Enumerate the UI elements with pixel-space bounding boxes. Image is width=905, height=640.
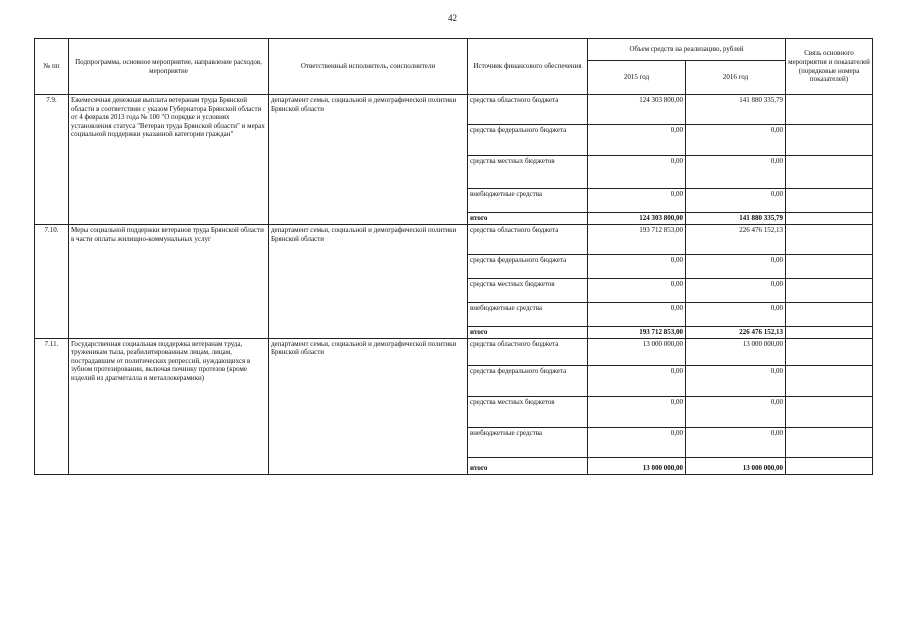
- amount-2015: 0,00: [588, 189, 686, 213]
- funding-source: итого: [468, 213, 588, 225]
- amount-2015: 0,00: [588, 427, 686, 457]
- amount-2016: 141 880 335,79: [686, 213, 786, 225]
- indicator-link: [786, 338, 873, 365]
- funding-source: внебюджетные средства: [468, 189, 588, 213]
- amount-2015: 0,00: [588, 303, 686, 327]
- amount-2016: 0,00: [686, 303, 786, 327]
- funding-source: средства федерального бюджета: [468, 255, 588, 279]
- amount-2016: 0,00: [686, 125, 786, 156]
- funding-source: средства федерального бюджета: [468, 125, 588, 156]
- amount-2015: 124 303 800,00: [588, 95, 686, 125]
- table-row: [35, 338, 873, 365]
- funding-source: средства областного бюджета: [468, 225, 588, 255]
- amount-2016: 0,00: [686, 189, 786, 213]
- indicator-link: [786, 189, 873, 213]
- funding-source: средства местных бюджетов: [468, 156, 588, 189]
- funding-source: средства местных бюджетов: [468, 279, 588, 303]
- header-source: Источник финансового обеспечения: [468, 39, 588, 95]
- amount-2016: 0,00: [686, 365, 786, 396]
- amount-2015: 0,00: [588, 279, 686, 303]
- amount-2016: 13 000 000,00: [686, 338, 786, 365]
- header-volume: Объем средств на реализацию, рублей: [588, 39, 786, 61]
- header-program: Подпрограмма, основное мероприятие, направление расходов, мероприятие: [69, 39, 269, 95]
- amount-2015: 0,00: [588, 255, 686, 279]
- amount-2016: 141 880 335,79: [686, 95, 786, 125]
- indicator-link: [786, 365, 873, 396]
- amount-2015: 0,00: [588, 365, 686, 396]
- funding-source: итого: [468, 327, 588, 339]
- header-year-2015: 2015 год: [588, 61, 686, 95]
- header-responsible: Ответственный исполнитель, соисполнители: [269, 39, 468, 95]
- amount-2015: 13 000 000,00: [588, 457, 686, 474]
- indicator-link: [786, 225, 873, 255]
- funding-source: средства федерального бюджета: [468, 365, 588, 396]
- indicator-link: [786, 327, 873, 339]
- indicator-link: [786, 156, 873, 189]
- program-description: Государственная социальная поддержка ветеранам труда, труженикам тыла, реабилитированным лицам, лицам, пострадавшим от политических репрессий, нуждающихся в зубном протезировании, включая починку протезов (кроме изделий из драгметалла и металлокерамики): [69, 338, 269, 474]
- amount-2015: 124 303 800,00: [588, 213, 686, 225]
- funding-source: внебюджетные средства: [468, 427, 588, 457]
- header-link: Связь основного мероприятия и показателей (порядковые номера показателей): [786, 39, 873, 95]
- amount-2015: 13 000 000,00: [588, 338, 686, 365]
- amount-2016: 0,00: [686, 255, 786, 279]
- amount-2016: 226 476 152,13: [686, 225, 786, 255]
- row-number: 7.9.: [35, 95, 69, 225]
- funding-source: внебюджетные средства: [468, 303, 588, 327]
- row-number: 7.10.: [35, 225, 69, 339]
- amount-2015: 0,00: [588, 396, 686, 427]
- responsible-executor: департамент семьи, социальной и демографической политики Брянской области: [269, 225, 468, 339]
- funding-source: итого: [468, 457, 588, 474]
- responsible-executor: департамент семьи, социальной и демографической политики Брянской области: [269, 95, 468, 225]
- header-num: № пп: [35, 39, 69, 95]
- program-description: Меры социальной поддержки ветеранов труда Брянской области в части оплаты жилищно-коммунальных услуг: [69, 225, 269, 339]
- funding-source: средства местных бюджетов: [468, 396, 588, 427]
- amount-2015: 0,00: [588, 125, 686, 156]
- table-row: [35, 95, 873, 125]
- indicator-link: [786, 279, 873, 303]
- indicator-link: [786, 427, 873, 457]
- amount-2015: 193 712 853,00: [588, 327, 686, 339]
- responsible-executor: департамент семьи, социальной и демографической политики Брянской области: [269, 338, 468, 474]
- amount-2016: 0,00: [686, 279, 786, 303]
- funding-table: [34, 38, 873, 475]
- indicator-link: [786, 396, 873, 427]
- amount-2016: 226 476 152,13: [686, 327, 786, 339]
- indicator-link: [786, 457, 873, 474]
- page-number: 42: [448, 13, 457, 23]
- indicator-link: [786, 95, 873, 125]
- amount-2015: 193 712 853,00: [588, 225, 686, 255]
- indicator-link: [786, 213, 873, 225]
- row-number: 7.11.: [35, 338, 69, 474]
- amount-2016: 0,00: [686, 427, 786, 457]
- amount-2015: 0,00: [588, 156, 686, 189]
- header-year-2016: 2016 год: [686, 61, 786, 95]
- table-row: [35, 225, 873, 255]
- amount-2016: 0,00: [686, 156, 786, 189]
- indicator-link: [786, 303, 873, 327]
- indicator-link: [786, 125, 873, 156]
- indicator-link: [786, 255, 873, 279]
- amount-2016: 0,00: [686, 396, 786, 427]
- program-description: Ежемесячная денежная выплата ветеранам труда Брянской области в соответствии с указом Губернатора Брянской области от 4 февраля 2013 года № 100 "О порядке и условиях установления статуса "Ветеран труда Брянской области" и мерах социальной поддержки указанной категории граждан": [69, 95, 269, 225]
- funding-source: средства областного бюджета: [468, 95, 588, 125]
- amount-2016: 13 000 000,00: [686, 457, 786, 474]
- funding-source: средства областного бюджета: [468, 338, 588, 365]
